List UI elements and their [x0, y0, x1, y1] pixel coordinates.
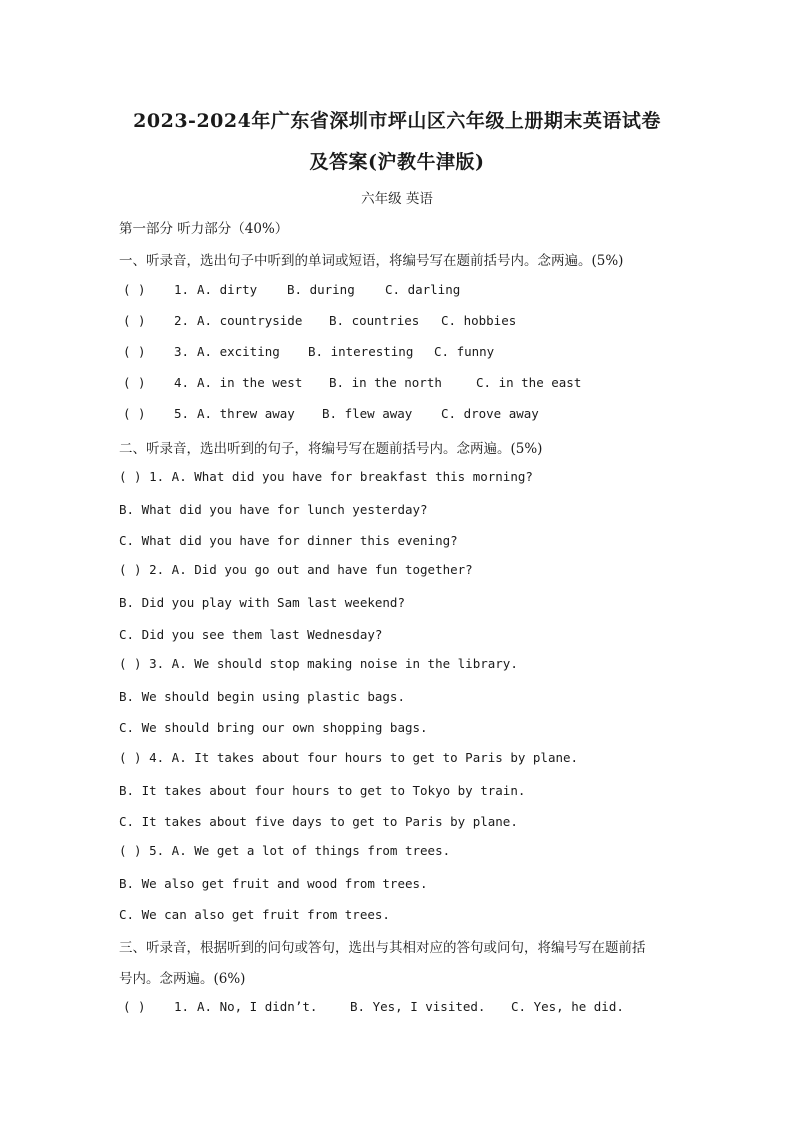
section2-q2-option-b: B. Did you play with Sam last weekend? [119, 595, 405, 610]
question-number: 3. [174, 344, 190, 359]
section2-q3-option-c: C. We should bring our own shopping bags. [119, 720, 428, 735]
answer-blank[interactable]: ( ) [123, 999, 146, 1014]
part1-heading: 第一部分 听力部分（40%） [119, 221, 289, 237]
section2-q3-option-b: B. We should begin using plastic bags. [119, 689, 405, 704]
answer-blank[interactable]: ( ) [123, 313, 146, 328]
option-a: A. countryside [197, 313, 303, 328]
option-c: C. in the east [476, 375, 582, 390]
option-c: C. drove away [441, 406, 539, 421]
section2-q2-option-c: C. Did you see them last Wednesday? [119, 627, 383, 642]
option-c: C. darling [385, 282, 461, 297]
section2-q2-option-a: ( ) 2. A. Did you go out and have fun together? [119, 562, 473, 577]
section2-q5-option-b: B. We also get fruit and wood from trees. [119, 876, 428, 891]
option-a: A. threw away [197, 406, 295, 421]
question-number: 1. [174, 282, 190, 297]
question-number: 4. [174, 375, 190, 390]
option-c: C. Yes, he did. [511, 999, 624, 1014]
option-b: B. during [287, 282, 355, 297]
section3-instruction-line1: 三、听录音，根据听到的问句或答句，选出与其相对应的答句或问句，将编号写在题前括 [119, 940, 646, 956]
answer-blank[interactable]: ( ) [123, 375, 146, 390]
option-b: B. Yes, I visited. [350, 999, 486, 1014]
answer-blank[interactable]: ( ) [123, 406, 146, 421]
section1-instruction: 一、听录音，选出句子中听到的单词或短语，将编号写在题前括号内。念两遍。(5%) [119, 253, 624, 269]
option-b: B. countries [329, 313, 420, 328]
option-a: A. dirty [197, 282, 258, 297]
document-title-line1: 2023-2024年广东省深圳市坪山区六年级上册期末英语试卷 [133, 110, 661, 132]
section2-instruction: 二、听录音，选出听到的句子，将编号写在题前括号内。念两遍。(5%) [119, 441, 543, 457]
section2-q5-option-c: C. We can also get fruit from trees. [119, 907, 390, 922]
document-subtitle: 六年级 英语 [361, 191, 433, 207]
option-a: A. in the west [197, 375, 303, 390]
answer-blank[interactable]: ( ) [123, 344, 146, 359]
answer-blank[interactable]: ( ) [123, 282, 146, 297]
option-c: C. hobbies [441, 313, 517, 328]
section3-instruction-line2: 号内。念两遍。(6%) [119, 971, 246, 987]
section2-q1-option-b: B. What did you have for lunch yesterday? [119, 502, 428, 517]
section2-q1-option-a: ( ) 1. A. What did you have for breakfast this morning? [119, 469, 533, 484]
section2-q3-option-a: ( ) 3. A. We should stop making noise in the library. [119, 656, 518, 671]
option-b: B. interesting [308, 344, 414, 359]
option-a: A. No, I didn’t. [197, 999, 318, 1014]
document-title-line2: 及答案(沪教牛津版) [309, 151, 485, 173]
question-number: 1. [174, 999, 190, 1014]
section2-q4-option-c: C. It takes about five days to get to Paris by plane. [119, 814, 518, 829]
section2-q4-option-a: ( ) 4. A. It takes about four hours to get to Paris by plane. [119, 750, 579, 765]
section2-q4-option-b: B. It takes about four hours to get to Tokyo by train. [119, 783, 526, 798]
option-b: B. flew away [322, 406, 413, 421]
option-b: B. in the north [329, 375, 442, 390]
option-c: C. funny [434, 344, 495, 359]
option-a: A. exciting [197, 344, 280, 359]
question-number: 2. [174, 313, 190, 328]
section2-q5-option-a: ( ) 5. A. We get a lot of things from trees. [119, 843, 451, 858]
question-number: 5. [174, 406, 190, 421]
section2-q1-option-c: C. What did you have for dinner this evening? [119, 533, 458, 548]
